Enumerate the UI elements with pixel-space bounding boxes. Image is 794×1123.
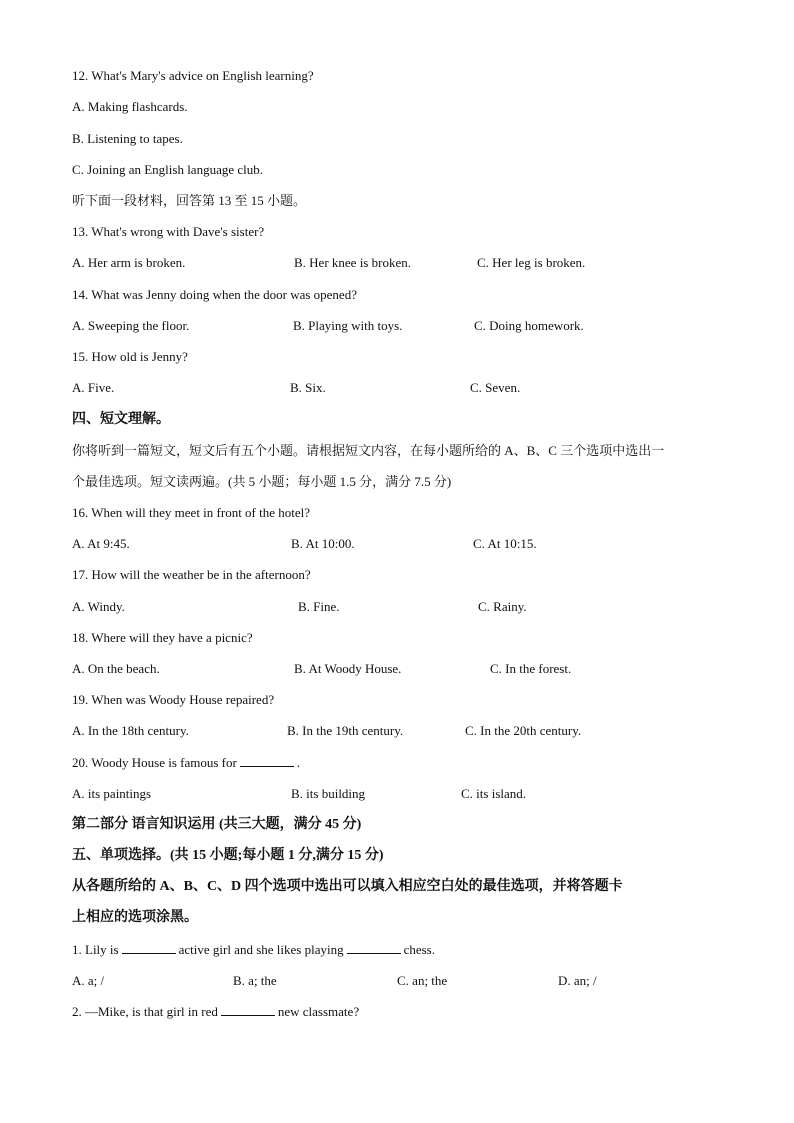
mc1-option-d: D. an; /: [558, 973, 597, 988]
q13-option-c: C. Her leg is broken.: [477, 255, 586, 270]
q15-options: [72, 378, 734, 398]
q19-options: [72, 721, 734, 741]
question-13: 13. What's wrong with Dave's sister?: [72, 224, 265, 239]
q14-option-b: B. Playing with toys.: [293, 318, 403, 333]
question-19: 19. When was Woody House repaired?: [72, 692, 275, 707]
question-15: 15. How old is Jenny?: [72, 349, 188, 364]
q13-option-a: A. Her arm is broken.: [72, 255, 186, 270]
q17-option-b: B. Fine.: [298, 599, 340, 614]
mc-question-2: [72, 1002, 734, 1022]
q18-options: [72, 659, 734, 679]
q13-options: [72, 253, 734, 273]
mc-question-1: [72, 940, 734, 960]
answer-blank: [122, 941, 176, 954]
q20-text-end: .: [296, 755, 301, 770]
question-20: [72, 753, 734, 773]
answer-blank: [221, 1003, 275, 1016]
section-5-instruction-2: 上相应的选项涂黑。: [72, 910, 198, 925]
part-2-title: 第二部分 语言知识运用 (共三大题，满分 45 分): [72, 817, 362, 832]
answer-blank: [240, 754, 294, 767]
q20-option-b: B. its building: [291, 786, 366, 801]
q15-option-c: C. Seven.: [470, 380, 521, 395]
section-5-title: 五、单项选择。(共 15 小题;每小题 1 分,满分 15 分): [72, 848, 384, 863]
q18-option-b: B. At Woody House.: [294, 661, 402, 676]
mc1-option-b: B. a; the: [233, 973, 277, 988]
instruction-13-15: 听下面一段材料，回答第 13 至 15 小题。: [72, 193, 307, 208]
q20-options: [72, 784, 734, 804]
q14-options: [72, 316, 734, 336]
q12-option-a: A. Making flashcards.: [72, 99, 188, 114]
mc2-text-2: new classmate?: [277, 1004, 360, 1019]
q18-option-c: C. In the forest.: [490, 661, 572, 676]
mc1-text-2: active girl and she likes playing: [178, 942, 344, 957]
q18-option-a: A. On the beach.: [72, 661, 160, 676]
q15-option-a: A. Five.: [72, 380, 115, 395]
section-4-instruction-1: 你将听到一篇短文，短文后有五个小题。请根据短文内容，在每小题所给的 A、B、C 三个选项中选出一: [72, 443, 665, 458]
question-14: 14. What was Jenny doing when the door was opened?: [72, 287, 357, 302]
q16-option-a: A. At 9:45.: [72, 536, 130, 551]
q12-option-c: C. Joining an English language club.: [72, 162, 264, 177]
mc2-text-1: 2. —Mike, is that girl in red: [72, 1004, 218, 1019]
q17-option-a: A. Windy.: [72, 599, 125, 614]
q16-options: [72, 534, 734, 554]
question-17: 17. How will the weather be in the afternoon?: [72, 567, 311, 582]
answer-blank: [347, 941, 401, 954]
question-16: 16. When will they meet in front of the hotel?: [72, 505, 311, 520]
q20-option-a: A. its paintings: [72, 786, 152, 801]
mc1-text-3: chess.: [403, 942, 435, 957]
q13-option-b: B. Her knee is broken.: [294, 255, 411, 270]
question-12: 12. What's Mary's advice on English learning?: [72, 68, 314, 83]
q14-option-a: A. Sweeping the floor.: [72, 318, 190, 333]
q19-option-c: C. In the 20th century.: [465, 723, 582, 738]
q20-option-c: C. its island.: [461, 786, 527, 801]
q14-option-c: C. Doing homework.: [474, 318, 584, 333]
mc1-text-1: 1. Lily is: [72, 942, 119, 957]
question-18: 18. Where will they have a picnic?: [72, 630, 253, 645]
q16-option-b: B. At 10:00.: [291, 536, 355, 551]
q17-option-c: C. Rainy.: [478, 599, 527, 614]
mc1-option-a: A. a; /: [72, 973, 105, 988]
q16-option-c: C. At 10:15.: [473, 536, 537, 551]
q20-text: 20. Woody House is famous for: [72, 755, 237, 770]
q17-options: [72, 597, 734, 617]
mc1-option-c: C. an; the: [397, 973, 448, 988]
section-4-instruction-2: 个最佳选项。短文读两遍。(共 5 小题；每小题 1.5 分，满分 7.5 分): [72, 474, 452, 489]
mc1-options: [72, 971, 734, 991]
q12-option-b: B. Listening to tapes.: [72, 131, 183, 146]
section-5-instruction-1: 从各题所给的 A、B、C、D 四个选项中选出可以填入相应空白处的最佳选项，并将答题卡: [72, 879, 623, 894]
q19-option-b: B. In the 19th century.: [287, 723, 404, 738]
q19-option-a: A. In the 18th century.: [72, 723, 189, 738]
section-4-title: 四、短文理解。: [72, 412, 170, 427]
q15-option-b: B. Six.: [290, 380, 326, 395]
